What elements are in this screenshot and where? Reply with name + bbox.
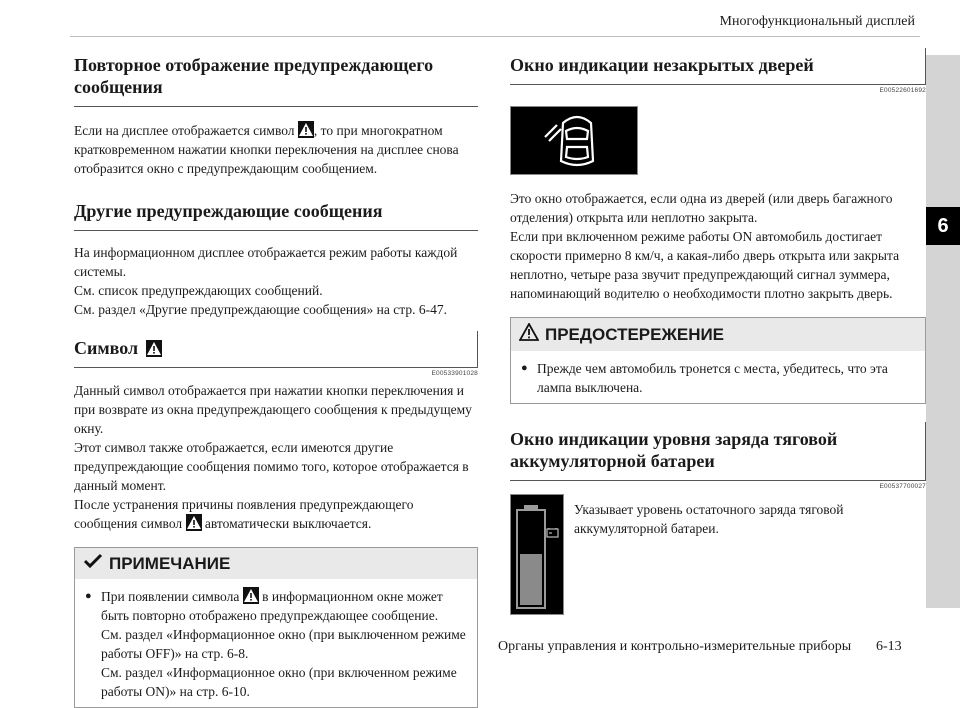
warning-triangle-icon [146, 340, 162, 357]
note-body [75, 579, 477, 707]
section-title-doors: Окно индикации незакрытых дверей [510, 48, 926, 85]
note-heading: ПРИМЕЧАНИЕ [109, 553, 231, 573]
chapter-sidebar [926, 55, 960, 608]
doors-p1: Это окно отображается, если одна из дверей (или дверь багажного отделения) открыта или неплотно закрыта. [510, 191, 893, 225]
symbol-p2: Этот символ также отображается, если имеются другие предупреждающие сообщения помимо того, которое отображается в данный момент. [74, 440, 469, 493]
ev-battery-icon [547, 528, 558, 537]
note-box [74, 547, 478, 708]
caution-heading: ПРЕДОСТЕРЕЖЕНИЕ [545, 324, 725, 344]
battery-level-display [510, 494, 564, 615]
repeat-paragraph [74, 121, 478, 178]
doors-code: E00522601692 [879, 87, 926, 94]
note-text-1: При появлении символа [101, 589, 243, 604]
battery-text: Указывает уровень остаточного заряда тяговой аккумуляторной батареи. [574, 502, 844, 536]
symbol-title-text: Символ [74, 338, 139, 358]
battery-title-line-1: Окно индикации уровня заряда тяговой [510, 429, 838, 449]
section-title-symbol [74, 331, 478, 368]
symbol-p3 [74, 495, 478, 533]
other-p3: См. раздел «Другие предупреждающие сообщения» на стр. 6-47. [74, 302, 447, 317]
caution-box [510, 317, 926, 404]
warning-triangle-icon [243, 587, 259, 604]
doors-p2: Если при включенном режиме работы ON автомобиль достигает скорости примерно 8 км/ч, а какая-либо дверь открыта или закрыта неплотно, четыре раза звучит предупреждающий сигнал зуммера, напоминающий водителю о необходимости плотно закрыть дверь. [510, 229, 900, 301]
repeat-text-b: , то при многократном кратковременном нажатии кнопки переключения на дисплее снова отобразится окно с предупреждающим сообщением. [74, 123, 459, 176]
note-header [75, 548, 477, 579]
warning-triangle-icon [186, 514, 202, 531]
other-p1: На информационном дисплее отображается режим работы каждой системы. [74, 245, 458, 279]
chapter-number: 6 [926, 207, 960, 245]
header-title: Многофункциональный дисплей [719, 14, 915, 29]
battery-title-line-2: аккумуляторной батареи [510, 451, 715, 471]
bullet-dot-icon: ● [85, 590, 92, 602]
footer-page-number: 6-13 [876, 639, 902, 654]
repeat-text-a: Если на дисплее отображается символ [74, 123, 298, 138]
battery-code: E00537700027 [879, 483, 926, 490]
battery-fill-bar [520, 554, 542, 605]
symbol-p3a: После устранения причины появления предупреждающего сообщения символ [74, 497, 414, 531]
note-text-2: в информационном окне может быть повторно отображено предупреждающее сообщение. [101, 589, 443, 623]
footer-section: Органы управления и контрольно-измерительные приборы [498, 639, 852, 654]
warning-outline-icon [519, 323, 539, 346]
caution-text: Прежде чем автомобиль тронется с места, убедитесь, что эта лампа выключена. [537, 361, 888, 395]
note-text-4: См. раздел «Информационное окно (при включенном режиме работы ON)» на стр. 6-10. [101, 665, 457, 699]
section-title-other: Другие предупреждающие сообщения [74, 194, 478, 231]
caution-body [511, 351, 925, 403]
bullet-dot-icon: ● [521, 362, 528, 374]
symbol-p1: Данный символ отображается при нажатии кнопки переключения и при возврате из окна предупреждающего сообщения к предыдущему окну. [74, 383, 472, 436]
header-divider [70, 36, 920, 37]
symbol-p3b: автоматически выключается. [201, 516, 372, 531]
battery-row [510, 494, 926, 615]
warning-triangle-icon [298, 121, 314, 138]
checkmark-icon [83, 553, 103, 574]
section-title-repeat: Повторное отображение предупреждающего сообщения [74, 48, 478, 107]
open-door-display-image [510, 106, 638, 175]
other-p2: См. список предупреждающих сообщений. [74, 283, 323, 298]
section-title-battery [510, 422, 926, 481]
caution-bullet [521, 359, 915, 397]
symbol-code: E00533901028 [431, 370, 478, 377]
right-column [510, 48, 926, 615]
left-column [74, 48, 478, 708]
note-bullet [85, 587, 467, 701]
caution-header [511, 318, 925, 351]
note-text-3: См. раздел «Информационное окно (при выключенном режиме работы OFF)» на стр. 6-8. [101, 627, 466, 661]
car-open-door-icon [511, 107, 637, 174]
